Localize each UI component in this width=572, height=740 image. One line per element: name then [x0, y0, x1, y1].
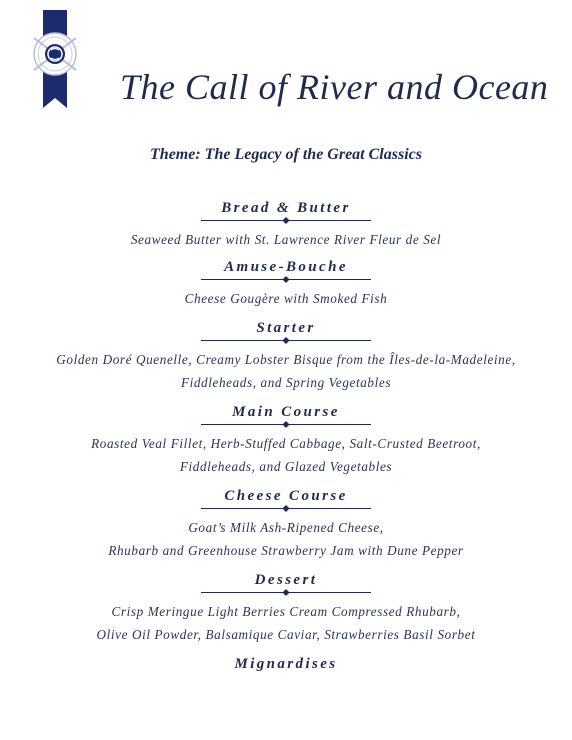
divider-diamond-icon — [282, 276, 289, 283]
course-divider — [201, 590, 371, 596]
course-section — [0, 570, 572, 646]
description-line: Cheese Gougère with Smoked Fish — [184, 291, 388, 306]
description-line: Seaweed Butter with St. Lawrence River Fleur de Sel — [130, 232, 442, 247]
description-line: Fiddleheads, and Spring Vegetables — [180, 375, 392, 390]
course-description — [0, 432, 572, 478]
description-line: Goat’s Milk Ash-Ripened Cheese, — [188, 520, 384, 535]
course-description — [0, 228, 572, 251]
course-section — [0, 257, 572, 310]
course-heading: Cheese Course — [224, 488, 348, 504]
course-divider — [201, 218, 371, 224]
divider-diamond-icon — [282, 337, 289, 344]
description-line: Golden Doré Quenelle, Creamy Lobster Bisque from the Îles-de-la-Madeleine, — [56, 352, 516, 367]
course-section — [0, 654, 572, 674]
course-heading: Bread & Butter — [221, 200, 351, 216]
course-section — [0, 402, 572, 478]
le-cordon-bleu-crest-icon — [30, 10, 90, 108]
course-section — [0, 318, 572, 394]
description-line: Crisp Meringue Light Berries Cream Compressed Rhubarb, — [111, 604, 461, 619]
course-heading: Amuse-Bouche — [224, 259, 348, 275]
course-divider — [201, 422, 371, 428]
course-heading: Dessert — [254, 572, 318, 588]
menu-title: The Call of River and Ocean — [120, 67, 549, 107]
course-heading: Starter — [256, 320, 316, 336]
course-divider — [201, 277, 371, 283]
course-heading: Main Course — [232, 404, 340, 420]
divider-diamond-icon — [282, 589, 289, 596]
description-line: Olive Oil Powder, Balsamique Caviar, Strawberries Basil Sorbet — [96, 627, 476, 642]
menu-theme: Theme: The Legacy of the Great Classics — [150, 146, 422, 163]
description-line: Rhubarb and Greenhouse Strawberry Jam with Dune Pepper — [108, 543, 464, 558]
description-line: Roasted Veal Fillet, Herb-Stuffed Cabbage, Salt-Crusted Beetroot, — [91, 436, 481, 451]
divider-diamond-icon — [282, 505, 289, 512]
divider-diamond-icon — [282, 421, 289, 428]
course-description — [0, 348, 572, 394]
course-description — [0, 287, 572, 310]
course-section — [0, 198, 572, 251]
course-description — [0, 600, 572, 646]
course-divider — [201, 506, 371, 512]
course-divider — [201, 338, 371, 344]
course-description — [0, 516, 572, 562]
divider-diamond-icon — [282, 217, 289, 224]
course-section — [0, 486, 572, 562]
description-line: Fiddleheads, and Glazed Vegetables — [179, 459, 393, 474]
menu-courses — [0, 198, 572, 674]
course-heading: Mignardises — [234, 656, 338, 672]
